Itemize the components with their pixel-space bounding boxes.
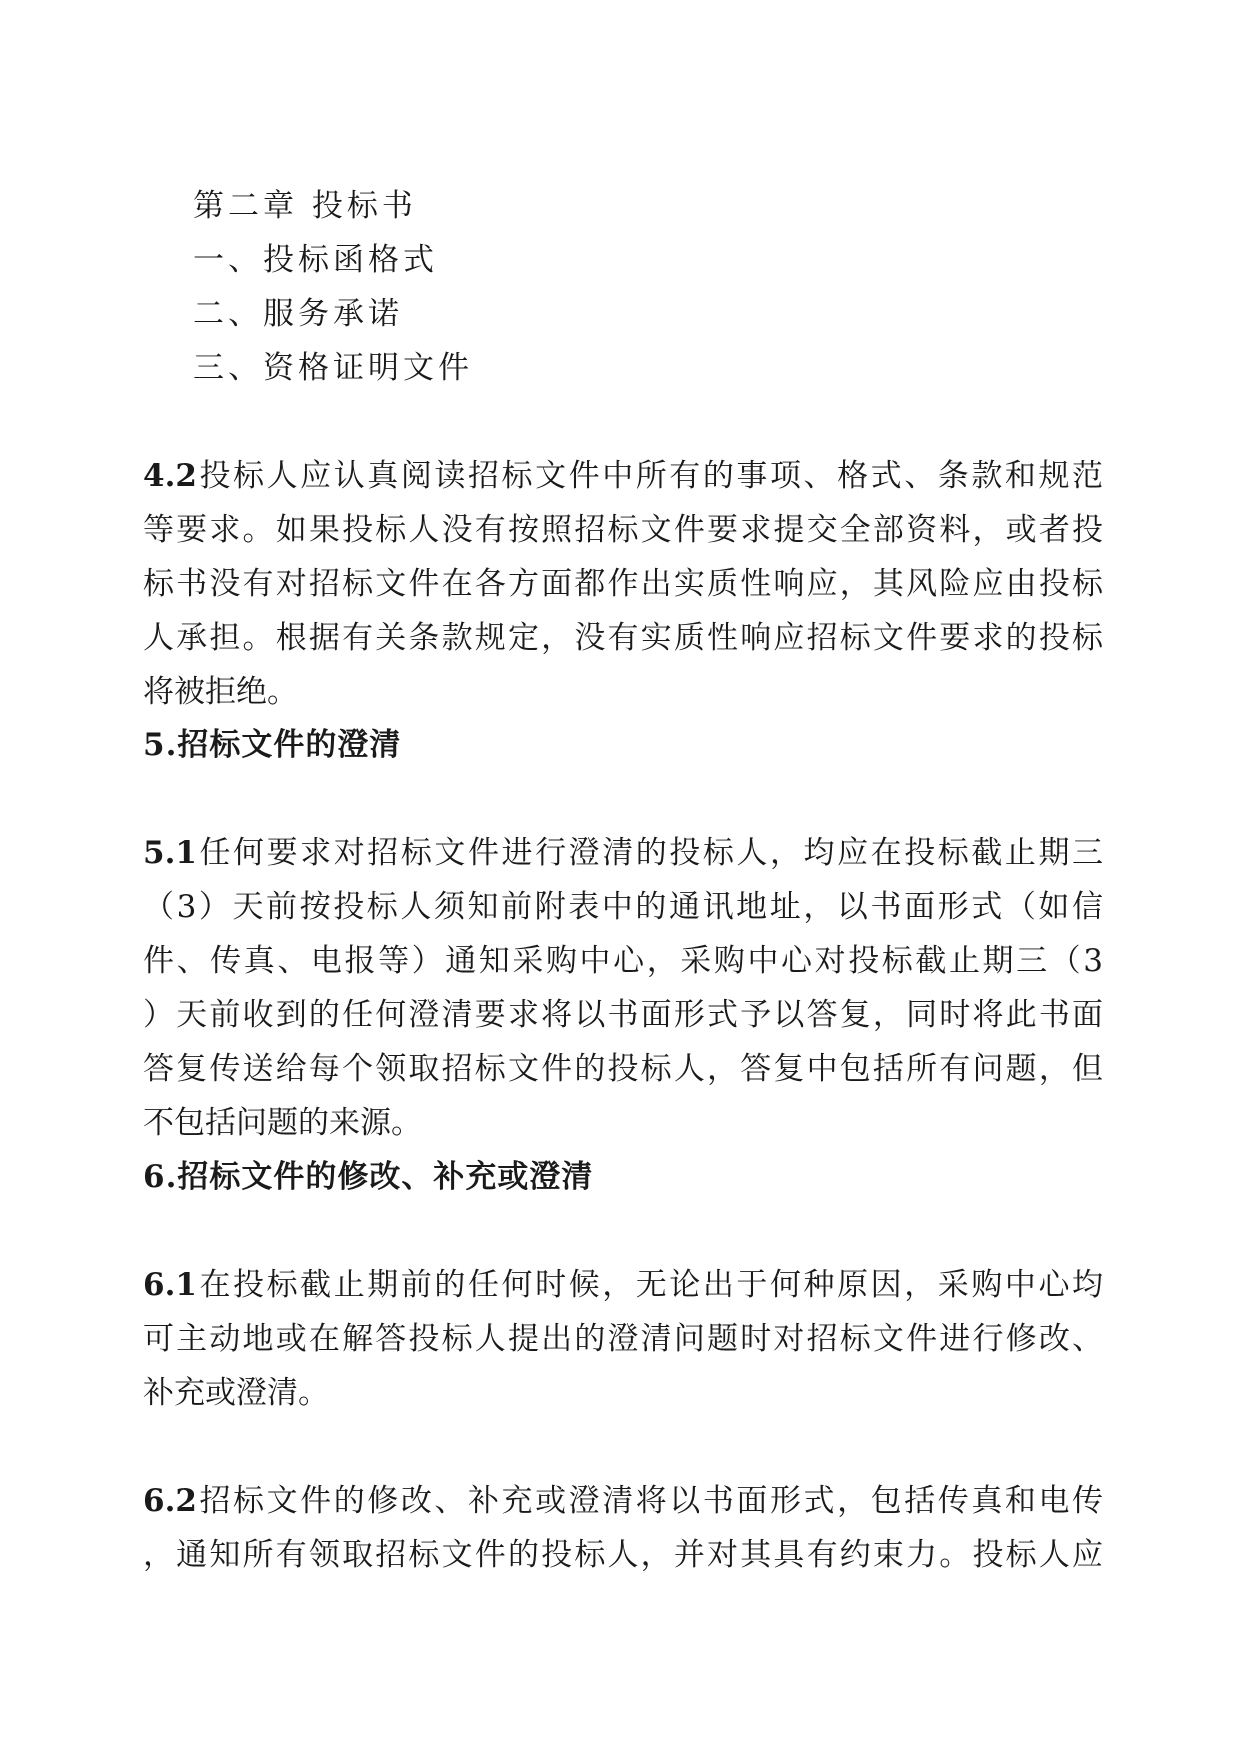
clause-6-2-line-1 xyxy=(143,1481,1103,1521)
toc-item-3: 三、资格证明文件 xyxy=(193,350,473,386)
clause-4-2-line-5: 将被拒绝。 xyxy=(143,674,298,710)
clause-text: 在投标截止期前的任何时候，无论出于何种原因，采购中心均 xyxy=(196,1267,1103,1303)
clause-4-2-line-4: 人承担。根据有关条款规定，没有实质性响应招标文件要求的投标 xyxy=(143,620,1103,656)
clause-6-1-line-3: 补充或澄清。 xyxy=(143,1375,329,1411)
toc-item-2: 二、服务承诺 xyxy=(193,296,403,332)
toc-item-1: 一、投标函格式 xyxy=(193,242,438,278)
clause-6-1-line-2: 可主动地或在解答投标人提出的澄清问题时对招标文件进行修改、 xyxy=(143,1321,1103,1357)
clause-6-1-line-1 xyxy=(143,1265,1103,1305)
clause-5-1-line-4: ）天前收到的任何澄清要求将以书面形式予以答复，同时将此书面 xyxy=(143,997,1103,1033)
clause-number: 4.2 xyxy=(143,458,197,494)
clause-4-2-line-2: 等要求。如果投标人没有按照招标文件要求提交全部资料，或者投 xyxy=(143,512,1103,548)
clause-number: 5.1 xyxy=(143,835,197,871)
clause-text: 投标人应认真阅读招标文件中所有的事项、格式、条款和规范 xyxy=(196,458,1103,494)
clause-5-1-line-6: 不包括问题的来源。 xyxy=(143,1105,422,1141)
section-heading-6: 6.招标文件的修改、补充或澄清 xyxy=(143,1159,594,1195)
clause-5-1-line-2: （3）天前按投标人须知前附表中的通讯地址，以书面形式（如信 xyxy=(143,889,1103,925)
clause-number: 6.1 xyxy=(143,1267,197,1303)
section-heading-5: 5.招标文件的澄清 xyxy=(143,727,402,763)
clause-text: 招标文件的修改、补充或澄清将以书面形式，包括传真和电传 xyxy=(196,1483,1103,1519)
chapter-title: 第二章 投标书 xyxy=(193,188,417,224)
clause-5-1-line-1 xyxy=(143,833,1103,873)
clause-5-1-line-3: 件、传真、电报等）通知采购中心，采购中心对投标截止期三（3 xyxy=(143,943,1103,979)
clause-5-1-line-5: 答复传送给每个领取招标文件的投标人，答复中包括所有问题，但 xyxy=(143,1051,1103,1087)
clause-4-2-line-1 xyxy=(143,456,1103,496)
clause-text: 任何要求对招标文件进行澄清的投标人，均应在投标截止期三 xyxy=(196,835,1103,871)
clause-number: 6.2 xyxy=(143,1483,197,1519)
clause-4-2-line-3: 标书没有对招标文件在各方面都作出实质性响应，其风险应由投标 xyxy=(143,566,1103,602)
clause-6-2-line-2: ，通知所有领取招标文件的投标人，并对其具有约束力。投标人应 xyxy=(143,1537,1103,1573)
